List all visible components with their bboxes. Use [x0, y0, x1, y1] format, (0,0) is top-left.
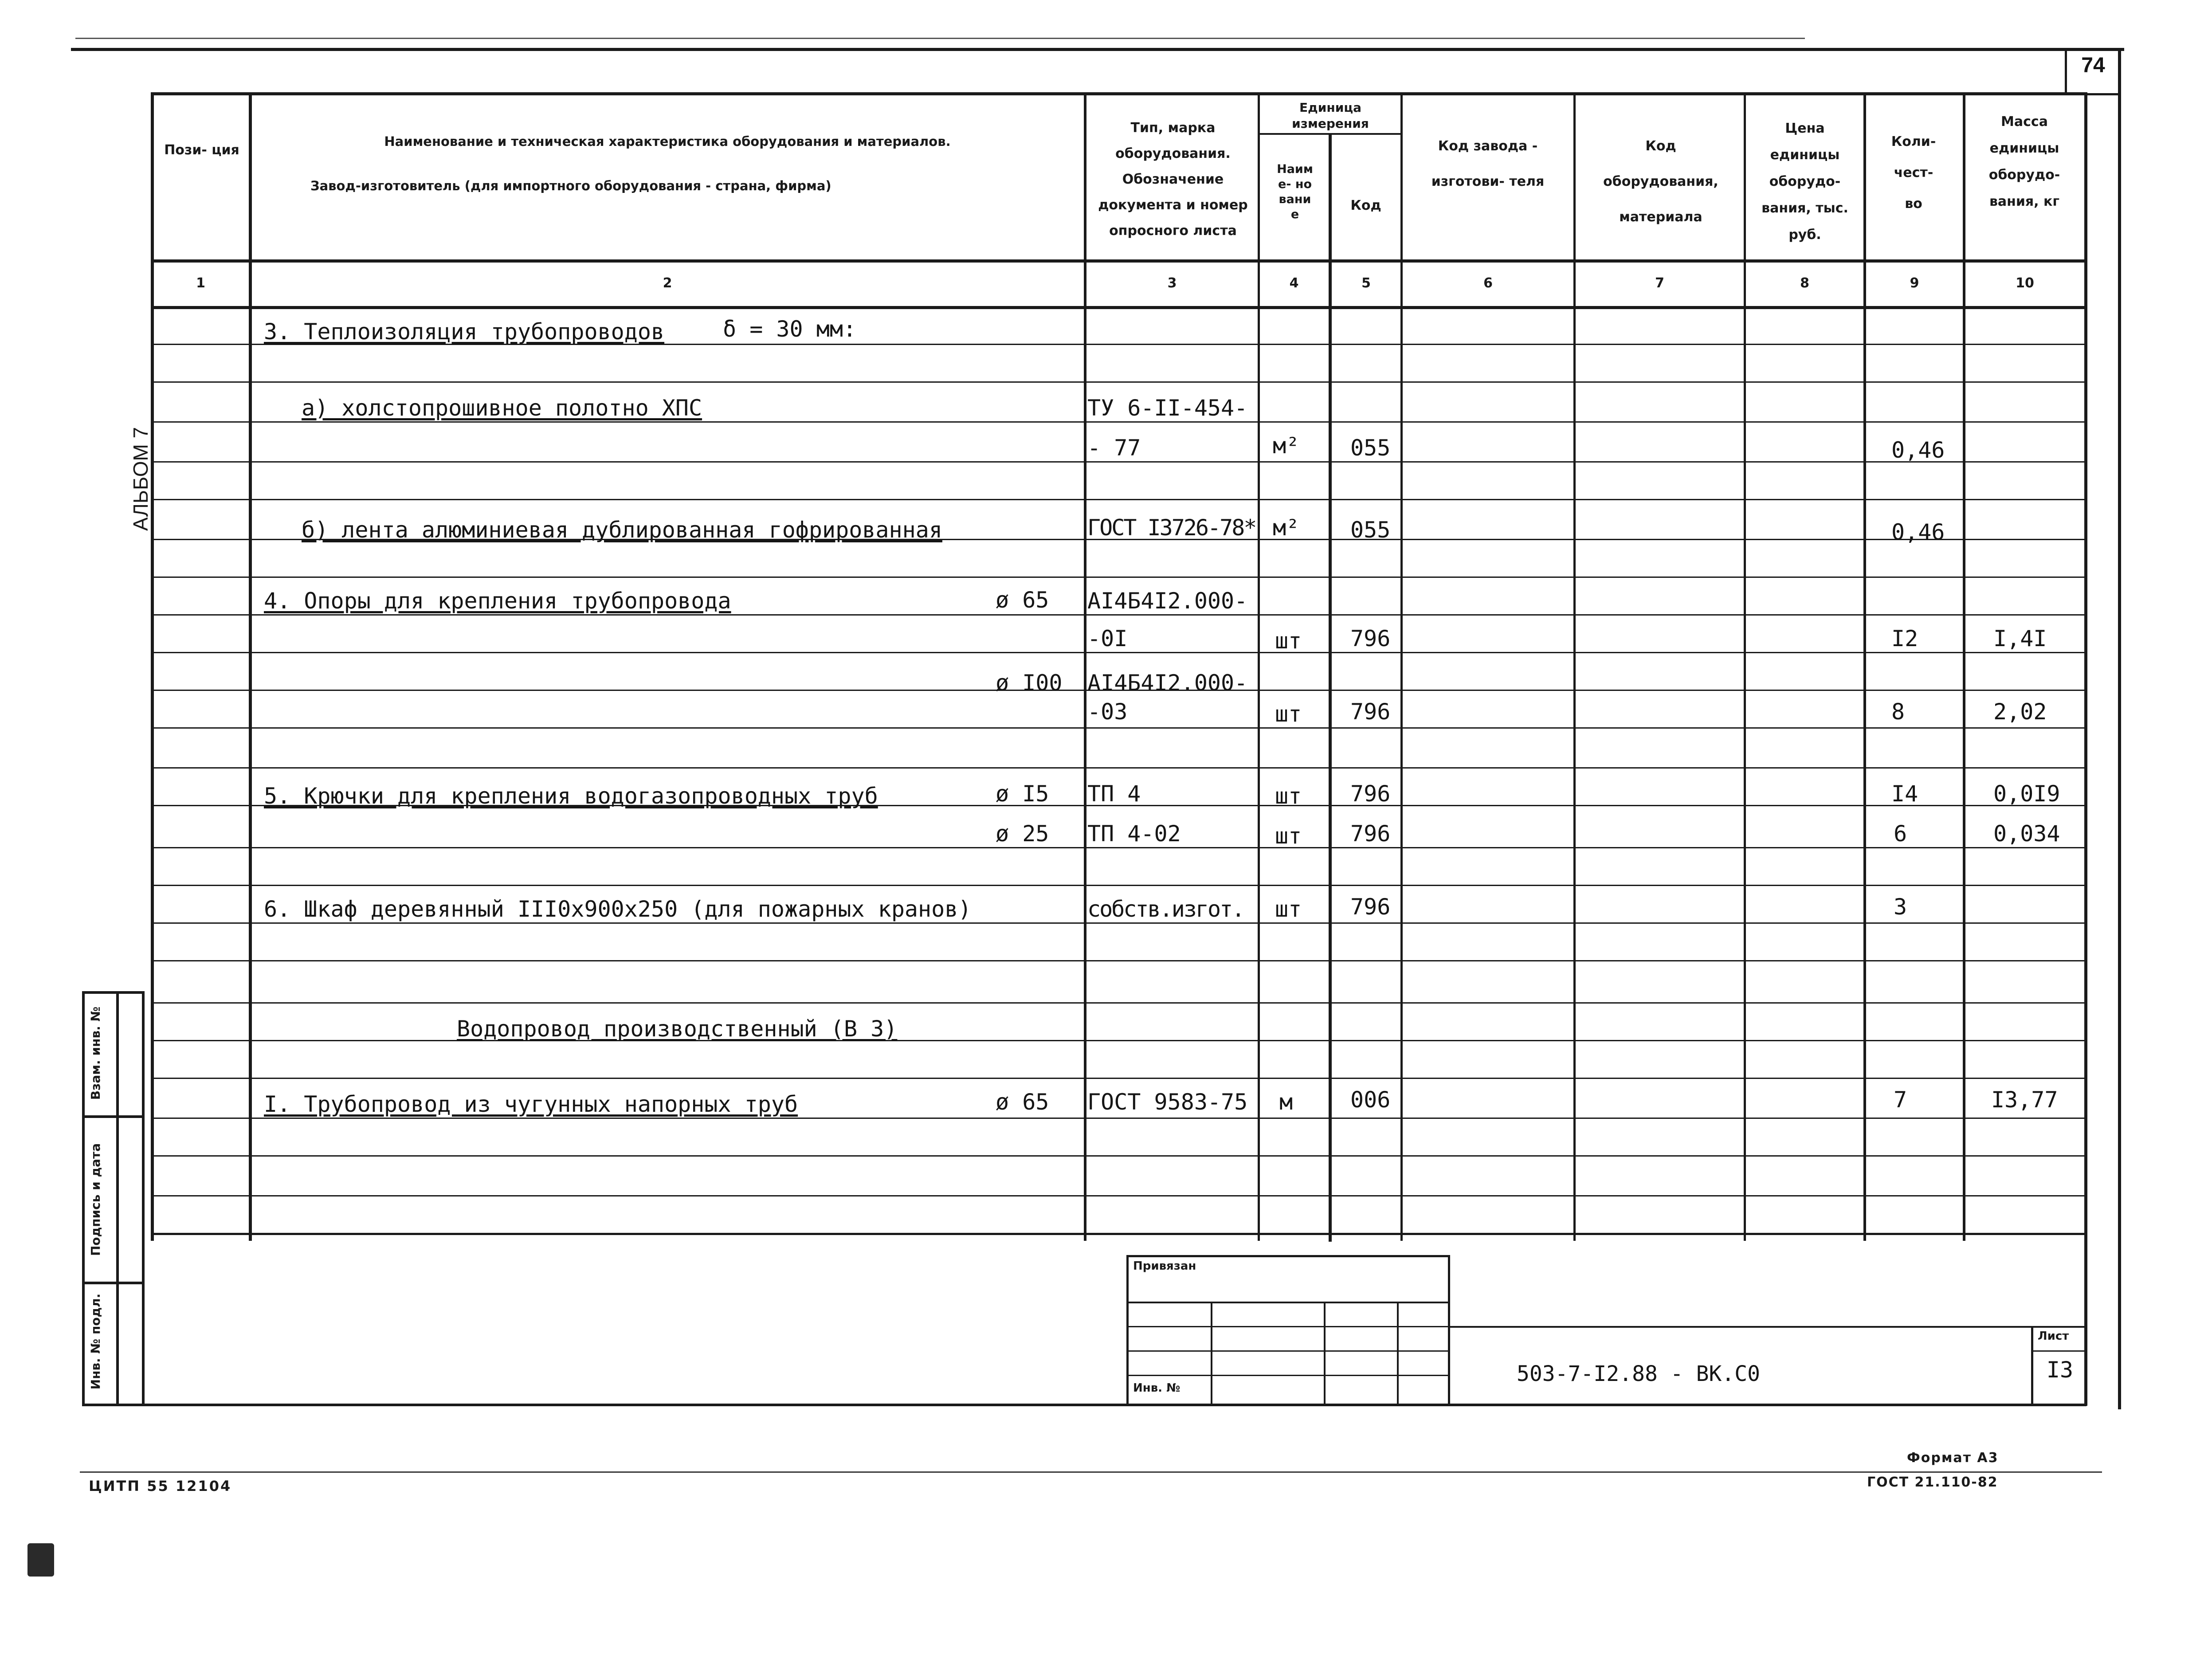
item-unit-code: 055: [1350, 435, 1391, 461]
col-number: 1: [196, 275, 205, 291]
item-doc: ТУ 6-II-454-: [1087, 395, 1248, 421]
item-doc: АI4Б4I2.000-: [1087, 588, 1248, 614]
item-unit: м²: [1273, 515, 1300, 541]
item-doc: - 77: [1087, 435, 1141, 461]
header-unit-price: Цена единицы оборудо- вания, тыс. руб.: [1761, 121, 1848, 243]
item-quantity: I4: [1891, 781, 1918, 807]
item-doc: -0I: [1087, 626, 1128, 651]
item-unit: шт: [1275, 783, 1302, 809]
col-number: 3: [1167, 275, 1177, 291]
item-unit: м: [1279, 1089, 1293, 1115]
stamp-inv-no: Инв. №: [1133, 1381, 1181, 1395]
item-unit: шт: [1275, 701, 1302, 727]
item-unit-code: 796: [1350, 821, 1391, 847]
footer-format: Формат А3: [1907, 1450, 1999, 1466]
item-unit: м²: [1273, 433, 1300, 459]
item-quantity: 0,46: [1891, 519, 1945, 545]
header-unit-mass: Масса единицы оборудо- вания, кг: [1988, 114, 2060, 209]
header-position: Пози- ция: [164, 142, 239, 158]
stamp-attached: Привязан: [1133, 1259, 1196, 1273]
sheet-value: I3: [2046, 1357, 2074, 1383]
scan-mark: [27, 1543, 54, 1577]
item-unit-code: 796: [1350, 699, 1391, 725]
item-unit-code: 796: [1350, 781, 1391, 807]
item-diameter: ø 25: [996, 821, 1049, 847]
col-number: 7: [1655, 275, 1664, 291]
item-diameter: ø I00: [996, 670, 1063, 696]
sheet-number: 74: [2081, 54, 2105, 77]
item-quantity: 3: [1894, 894, 1907, 920]
item-name: 4. Опоры для крепления трубопровода: [264, 588, 731, 614]
item-diameter: ø I5: [996, 781, 1049, 807]
item-unit-code: 006: [1350, 1087, 1391, 1113]
item-doc: -03: [1087, 699, 1128, 725]
item-doc: ГОСТ I3726-78*: [1087, 515, 1256, 541]
item-mass: I3,77: [1991, 1087, 2058, 1113]
item-mass: I,4I: [1993, 626, 2047, 651]
item-name: а) холстопрошивное полотно ХПС: [302, 395, 702, 421]
item-quantity: I2: [1891, 626, 1918, 651]
item-name: 3. Теплоизоляция трубопроводов: [264, 319, 665, 345]
item-mass: 0,034: [1993, 821, 2060, 847]
item-quantity: 0,46: [1891, 437, 1945, 463]
col-number: 4: [1289, 275, 1299, 291]
item-diameter: ø 65: [996, 1089, 1049, 1115]
item-doc: ГОСТ 9583-75: [1087, 1089, 1248, 1115]
header-equipment-code: Код оборудования, материала: [1603, 138, 1718, 225]
document-code: 503-7-I2.88 - ВК.С0: [1517, 1361, 1761, 1386]
item-unit-code: 796: [1350, 894, 1391, 920]
item-mass: 2,02: [1993, 699, 2047, 725]
header-name-line1: Наименование и техническая характеристика оборудования и материалов.: [384, 134, 951, 149]
stamp-sign-date: Подпись и дата: [88, 1143, 103, 1256]
item-unit-code: 055: [1350, 517, 1391, 543]
item-doc: ТП 4: [1087, 781, 1141, 807]
item-name: 5. Крючки для крепления водогазопроводных труб: [264, 783, 878, 809]
header-unit-group: Единица измерения: [1292, 100, 1369, 131]
item-diameter: ø 65: [996, 587, 1049, 613]
col-number: 9: [1910, 275, 1919, 291]
section-title: Водопровод производственный (В 3): [457, 1016, 898, 1042]
col-number: 8: [1800, 275, 1809, 291]
item-name: I. Трубопровод из чугунных напорных труб: [264, 1091, 798, 1117]
item-quantity: 8: [1891, 699, 1905, 725]
item-doc: собств.изгот.: [1087, 896, 1244, 922]
stamp-inv-replace: Взам. инв. №: [88, 1006, 103, 1100]
album-label: АЛЬБОМ 7: [129, 427, 152, 531]
item-unit-code: 796: [1350, 626, 1391, 651]
header-unit-name: Наиме- нование: [1277, 162, 1313, 221]
header-type-doc: Тип, марка оборудования. Обозначение документа и номер опросного листа: [1098, 120, 1248, 239]
footer-gost: ГОСТ 21.110-82: [1867, 1475, 1998, 1490]
item-quantity: 6: [1894, 821, 1907, 847]
item-name: б) лента алюминиевая дублированная гофрированная: [302, 517, 942, 543]
stamp-inv-orig: Инв. № подл.: [88, 1293, 103, 1390]
col-number: 10: [2016, 275, 2034, 291]
item-quantity: 7: [1894, 1087, 1907, 1113]
item-doc: ТП 4-02: [1087, 821, 1181, 847]
col-number: 5: [1361, 275, 1371, 291]
item-doc: АI4Б4I2.000-: [1087, 670, 1248, 696]
col-number: 6: [1483, 275, 1493, 291]
item-unit: шт: [1275, 628, 1302, 654]
header-name-line2: Завод-изготовитель (для импортного оборудования - страна, фирма): [310, 178, 831, 193]
item-unit: шт: [1275, 823, 1302, 849]
item-note: δ = 30 мм:: [723, 316, 857, 342]
item-mass: 0,0I9: [1993, 781, 2060, 807]
footer-left: ЦИТП 55 12104: [89, 1478, 232, 1494]
col-number: 2: [663, 275, 672, 291]
header-factory-code: Код завода - изготови- теля: [1431, 138, 1545, 189]
header-unit-code: Код: [1350, 198, 1381, 213]
item-name: 6. Шкаф деревянный III0x900x250 (для пожарных кранов): [264, 896, 972, 922]
header-quantity: Коли- чест- во: [1891, 134, 1936, 212]
sheet-label: Лист: [2038, 1330, 2069, 1343]
item-unit: шт: [1275, 896, 1302, 922]
